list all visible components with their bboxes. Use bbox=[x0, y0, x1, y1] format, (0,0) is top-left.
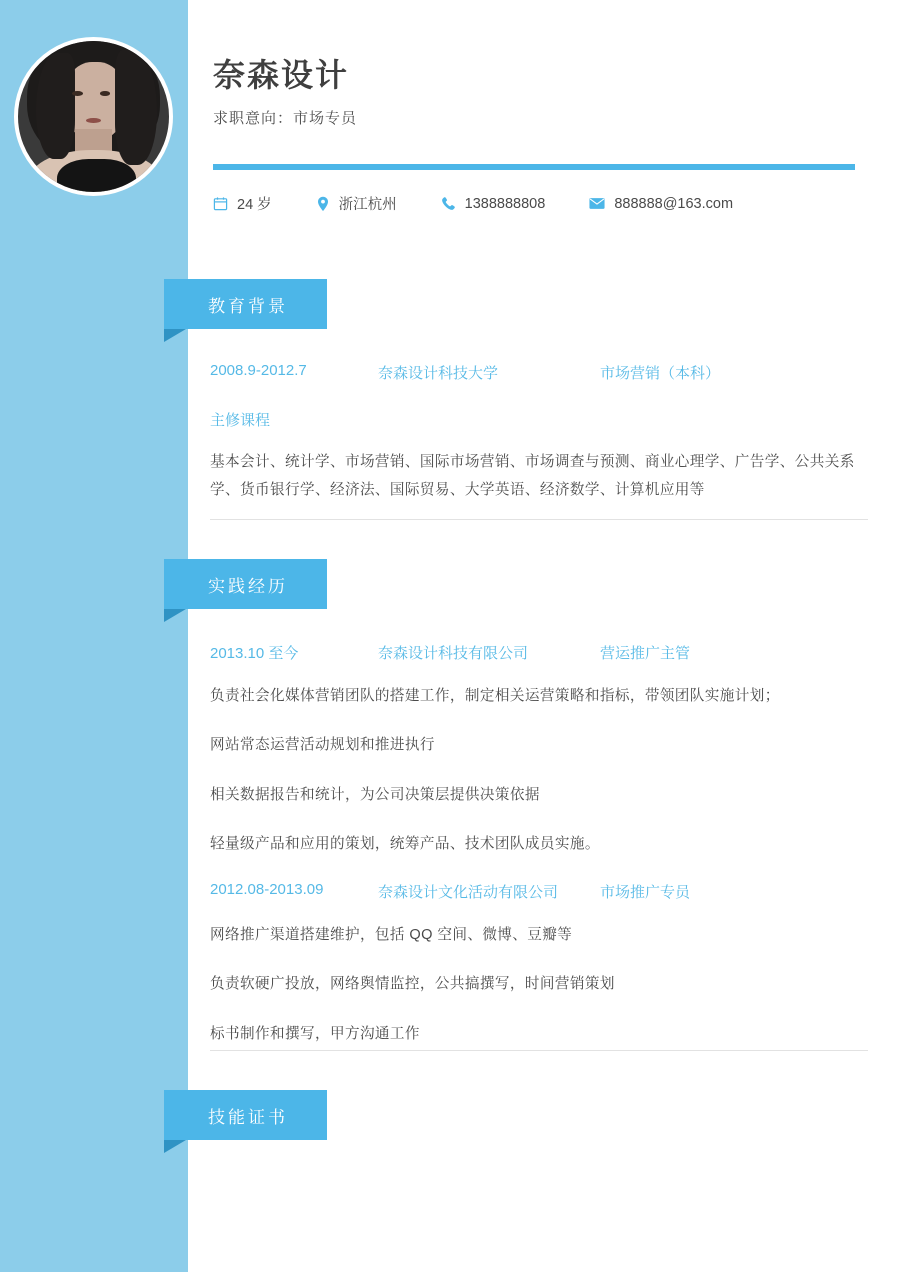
contact-phone-text: 1388888808 bbox=[464, 195, 546, 212]
avatar-dress-shape bbox=[57, 159, 136, 196]
section-banner-education bbox=[164, 279, 327, 329]
practice-entry-2 bbox=[210, 881, 870, 1061]
practice-entry-2-bullet-2: 负责软硬广投放，网络舆情监控，公共搞撰写，时间营销策划 bbox=[210, 976, 615, 993]
practice-entry-1-bullet-2: 网站常态运营活动规划和推进执行 bbox=[210, 737, 435, 754]
phone-icon bbox=[441, 196, 456, 211]
section-title-skills: 技能证书 bbox=[208, 1107, 288, 1127]
practice-entry-2-role: 市场推广专员 bbox=[600, 884, 691, 901]
location-pin-icon bbox=[316, 196, 330, 212]
education-courses-label: 主修课程 bbox=[210, 412, 271, 429]
practice-entry-2-head bbox=[210, 881, 870, 902]
practice-entry-2-bullet-3: 标书制作和撰写，甲方沟通工作 bbox=[210, 1025, 420, 1042]
education-school: 奈森设计科技大学 bbox=[378, 365, 499, 382]
job-objective: 求职意向：市场专员 bbox=[213, 110, 358, 127]
practice-entry-1-date: 2013.10 至今 bbox=[210, 645, 299, 662]
contact-age bbox=[213, 193, 272, 214]
contact-location bbox=[316, 193, 397, 214]
practice-entry-1-role: 营运推广主管 bbox=[600, 645, 691, 662]
practice-entry-1 bbox=[210, 642, 870, 871]
practice-entry-2-bullet-1: 网络推广渠道搭建维护，包括 QQ 空间、微博、豆瓣等 bbox=[210, 927, 573, 943]
page-title: 奈森设计 bbox=[213, 57, 350, 93]
practice-entry-1-head bbox=[210, 642, 870, 663]
contact-age-text: 24 岁 bbox=[237, 197, 272, 213]
avatar-eye-left-shape bbox=[72, 91, 83, 96]
avatar-photo bbox=[18, 41, 169, 192]
divider-practice bbox=[210, 1050, 868, 1051]
section-banner-practice bbox=[164, 559, 327, 609]
section-banner-skills bbox=[164, 1090, 327, 1140]
practice-entry-2-company: 奈森设计文化活动有限公司 bbox=[378, 884, 559, 901]
avatar-hair-left-shape bbox=[36, 53, 75, 159]
contact-row bbox=[213, 193, 873, 214]
header-rule bbox=[213, 164, 855, 170]
calendar-icon bbox=[213, 196, 228, 211]
education-body bbox=[210, 362, 870, 505]
contact-email-text: 888888@163.com bbox=[614, 195, 734, 212]
contact-location-text: 浙江杭州 bbox=[338, 197, 397, 213]
education-major: 市场营销（本科） bbox=[600, 365, 721, 382]
contact-email bbox=[589, 196, 733, 212]
practice-entry-1-bullet-1: 负责社会化媒体营销团队的搭建工作，制定相关运营策略和指标，带领团队实施计划； bbox=[210, 688, 780, 704]
practice-entry-2-date: 2012.08-2013.09 bbox=[210, 881, 324, 898]
education-date: 2008.9-2012.7 bbox=[210, 362, 307, 379]
section-title-practice: 实践经历 bbox=[208, 576, 288, 596]
education-courses-text: 基本会计、统计学、市场营销、国际市场营销、市场调查与预测、商业心理学、广告学、公共关系学、货币银行学、经济法、国际贸易、大学英语、经济数学、计算机应用等 bbox=[210, 454, 855, 499]
avatar bbox=[14, 37, 173, 196]
section-title-education: 教育背景 bbox=[208, 296, 288, 316]
header bbox=[213, 55, 863, 128]
contact-phone bbox=[441, 196, 546, 212]
practice-entry-1-company: 奈森设计科技有限公司 bbox=[378, 645, 529, 662]
avatar-eye-right-shape bbox=[100, 91, 111, 96]
practice-entry-1-bullet-3: 相关数据报告和统计，为公司决策层提供决策依据 bbox=[210, 786, 540, 803]
practice-entry-1-bullet-4: 轻量级产品和应用的策划，统筹产品、技术团队成员实施。 bbox=[210, 836, 600, 853]
envelope-icon bbox=[589, 197, 605, 210]
divider-education bbox=[210, 519, 868, 520]
education-entry-head bbox=[210, 362, 870, 383]
